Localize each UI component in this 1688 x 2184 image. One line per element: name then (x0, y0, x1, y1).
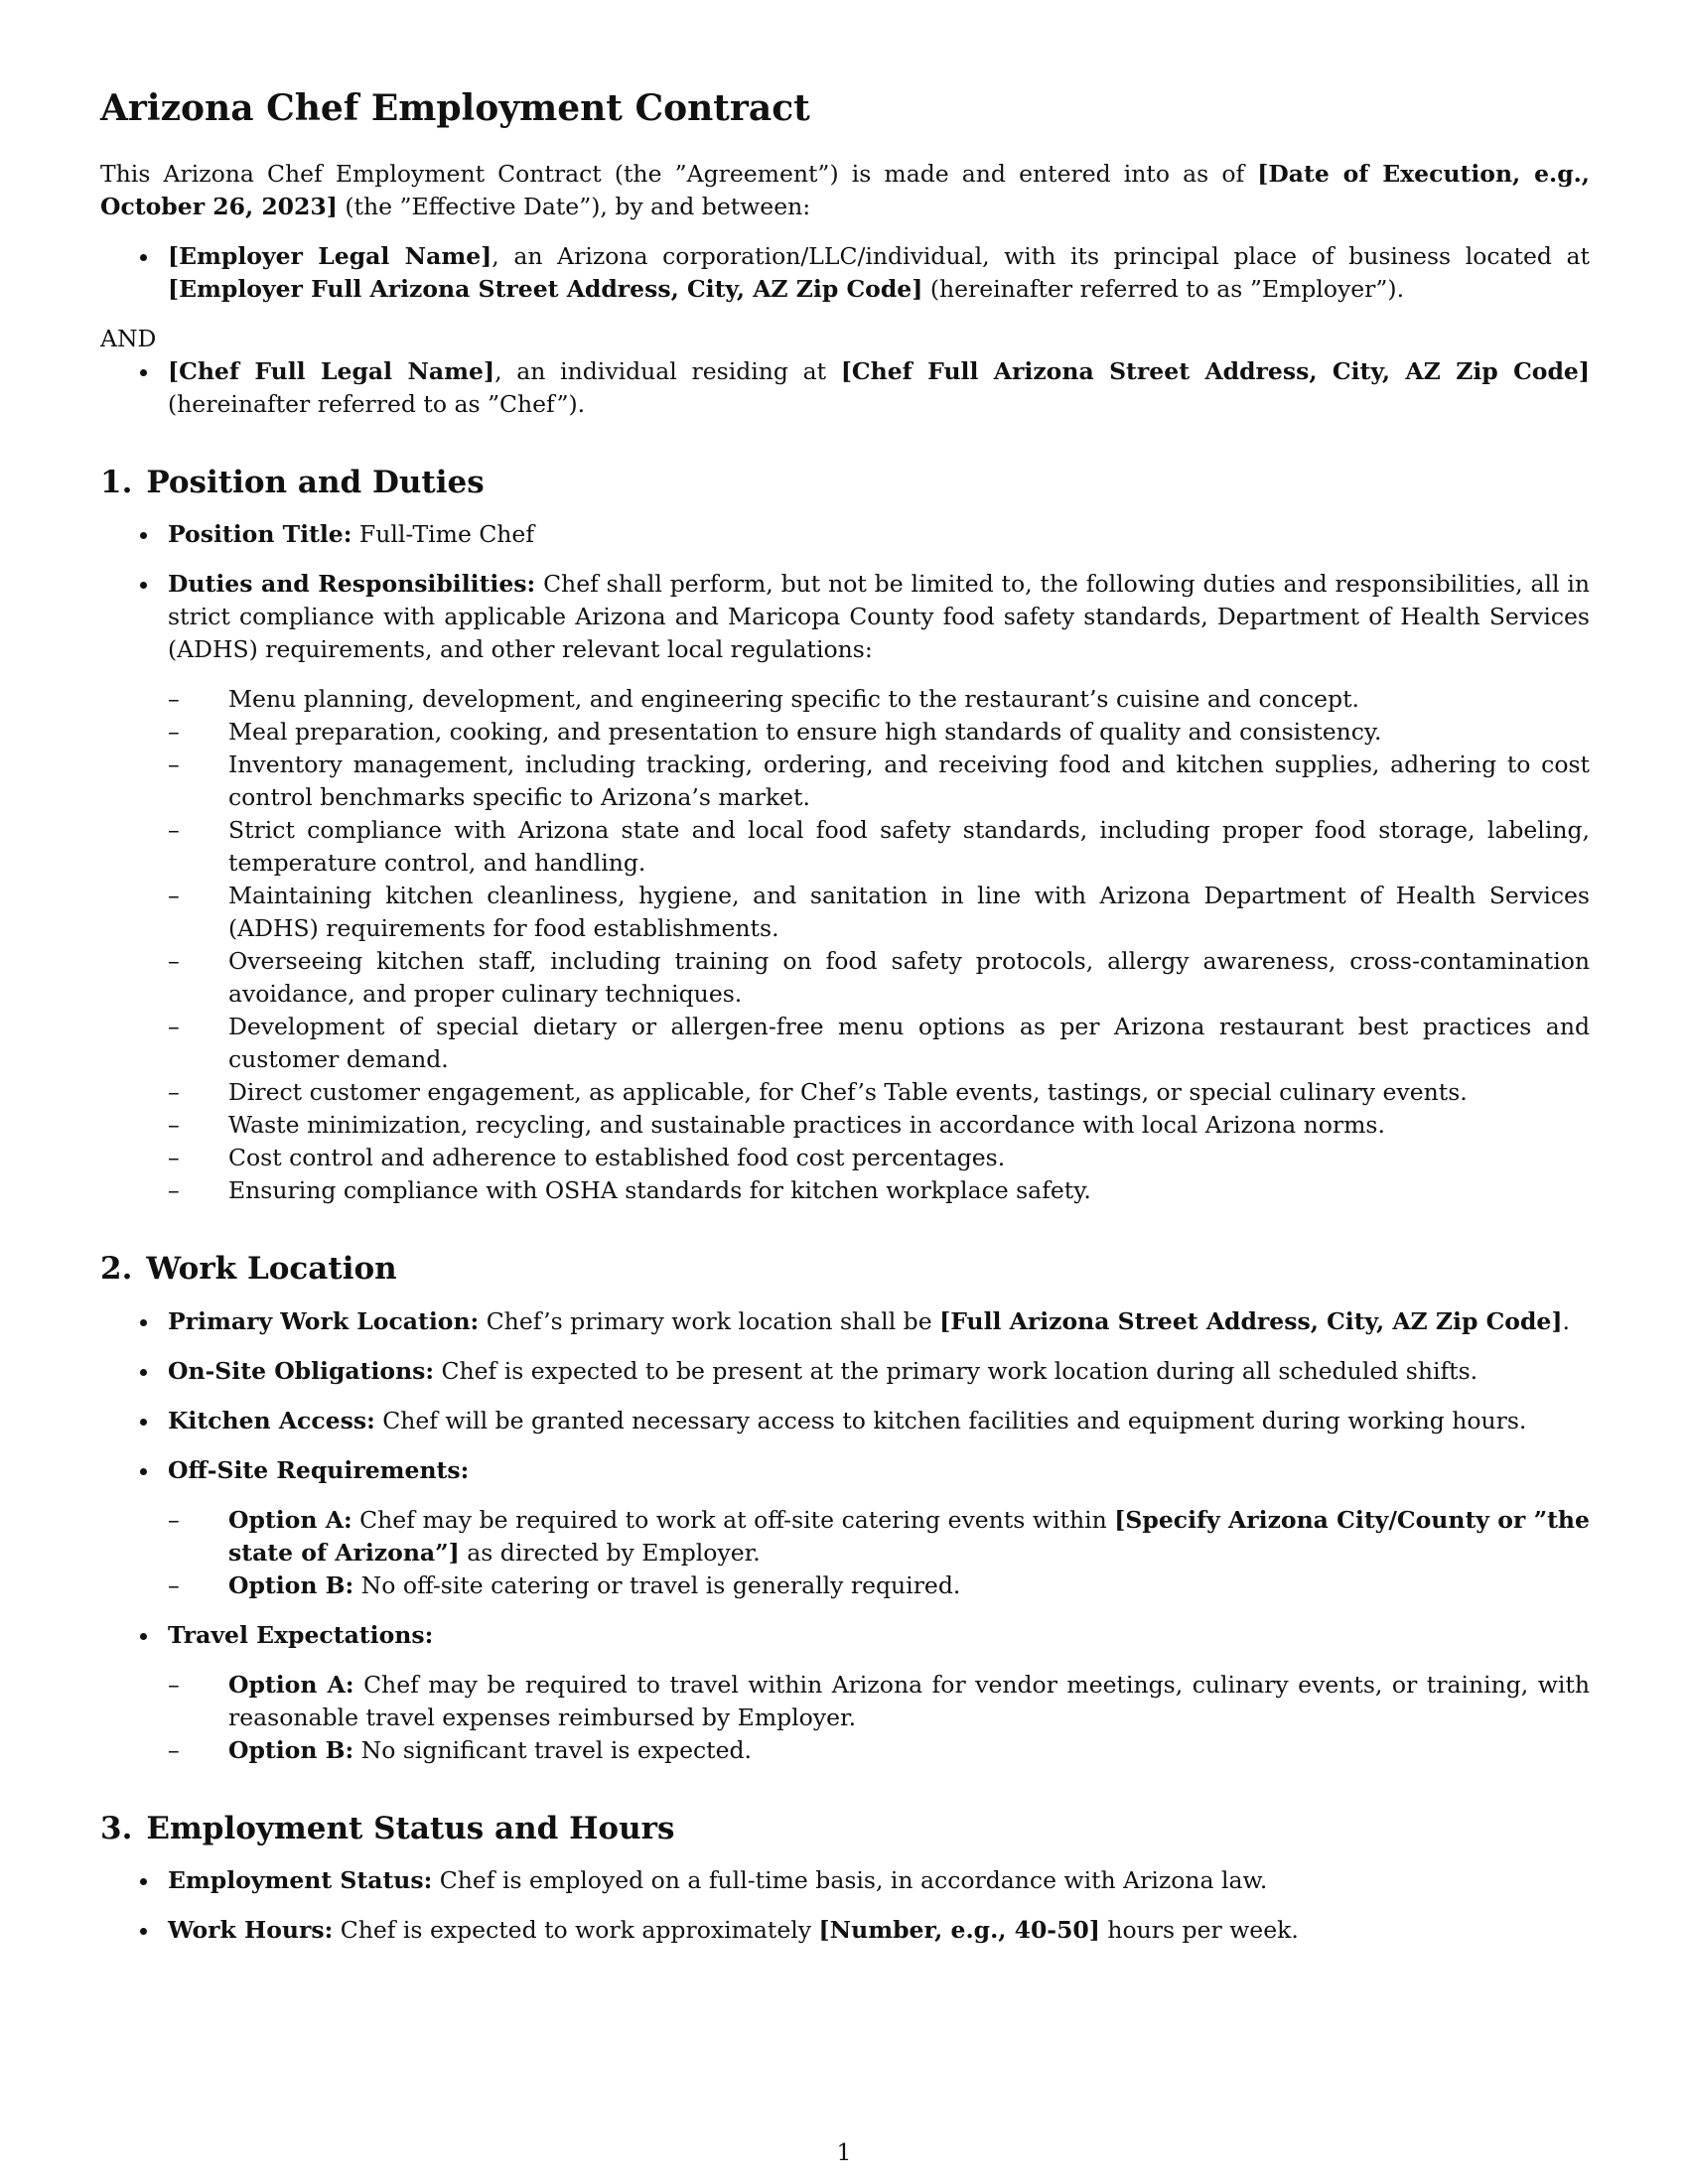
list-item: On-Site Obligations: Chef is expected to be present at the primary work location during all scheduled shifts. (100, 1355, 1590, 1388)
chef-address-placeholder: [Chef Full Arizona Street Address, City, AZ Zip Code] (840, 357, 1590, 386)
page-number: 1 (836, 2138, 852, 2166)
chef-party: [Chef Full Legal Name], an individual residing at [Chef Full Arizona Street Address, City, AZ Zip Code] (hereinafter referred to as ”Chef”). (100, 355, 1590, 421)
duty-item: – Cost control and adherence to established food cost percentages. (168, 1142, 1590, 1174)
duties-sublist (168, 683, 1590, 1207)
travel-options (168, 1669, 1590, 1767)
duty-item: – Maintaining kitchen cleanliness, hygiene, and sanitation in line with Arizona Department of Health Services (ADHS) requirements for food establishments. (168, 880, 1590, 945)
and-separator: AND (100, 325, 157, 353)
option-item: – Option A: Chef may be required to work at off-site catering events within [Specify Arizona City/County or ”the state of Arizona”] as directed by Employer. (168, 1504, 1590, 1570)
option-item: – Option B: No significant travel is expected. (168, 1734, 1590, 1767)
duty-item: – Menu planning, development, and engineering specific to the restaurant’s cuisine and concept. (168, 683, 1590, 716)
offsite-options (168, 1504, 1590, 1602)
employer-address-placeholder: [Employer Full Arizona Street Address, City, AZ Zip Code] (168, 275, 923, 304)
party-list-employer (100, 240, 1590, 306)
position-duties-list (100, 518, 1590, 1207)
duty-item: – Waste minimization, recycling, and sustainable practices in accordance with local Arizona norms. (168, 1109, 1590, 1142)
document-body (100, 87, 1590, 1947)
duty-item: – Direct customer engagement, as applicable, for Chef’s Table events, tastings, or special culinary events. (168, 1076, 1590, 1109)
employment-status-list (100, 1864, 1590, 1947)
employer-name-placeholder: [Employer Legal Name] (168, 242, 492, 271)
section-heading-position-duties: 1. Position and Duties (100, 465, 485, 501)
option-item: – Option A: Chef may be required to travel within Arizona for vendor meetings, culinary events, or training, with reasonable travel expenses reimbursed by Employer. (168, 1669, 1590, 1734)
work-location-list (100, 1305, 1590, 1767)
list-item: Kitchen Access: Chef will be granted necessary access to kitchen facilities and equipment during working hours. (100, 1405, 1590, 1437)
list-item: Travel Expectations: – Option A: Chef may be required to travel within Arizona for vendor meetings, culinary events, or training, with reasonable travel expenses reimbursed by Employer. – Option B: No significant travel is expected. (100, 1619, 1590, 1767)
chef-name-placeholder: [Chef Full Legal Name] (168, 357, 495, 386)
party-list-chef (100, 355, 1590, 421)
option-item: – Option B: No off-site catering or travel is generally required. (168, 1570, 1590, 1602)
list-item: Off-Site Requirements: – Option A: Chef may be required to work at off-site catering events within [Specify Arizona City/County or ”the state of Arizona”] as directed by Employer. – Option B: No off-site catering or travel is generally required. (100, 1454, 1590, 1602)
effective-date-placeholder: [Date of Execution, e.g., October 26, 2023] (100, 160, 1590, 221)
duty-item: – Strict compliance with Arizona state and local food safety standards, including proper food storage, labeling, temperature control, and handling. (168, 814, 1590, 880)
list-item: Primary Work Location: Chef’s primary work location shall be [Full Arizona Street Address, City, AZ Zip Code]. (100, 1305, 1590, 1338)
duty-item: – Overseeing kitchen staff, including training on food safety protocols, allergy awareness, cross-contamination avoidance, and proper culinary techniques. (168, 945, 1590, 1011)
list-item: Duties and Responsibilities: Chef shall perform, but not be limited to, the following duties and responsibilities, all in strict compliance with applicable Arizona and Maricopa County food safety standards, Department of Health Services (ADHS) requirements, and other relevant local regulations: – Menu planning, development, and engineering specific to the restaurant’s cuisine and concept. – Meal preparation, cooking, and presentation to ensure high standards of quality and consistency. – Inventory management, including tracking, ordering, and receiving food and kitchen supplies, adhering to cost control benchmarks specific to Arizona’s market. – Strict compliance with Arizona state and local food safety standards, including proper food storage, labeling, temperature control, and handling. – Maintaining kitchen cleanliness, hygiene, and sanitation in line with Arizona Department of Health Services (ADHS) requirements for food establishments. – Overseeing kitchen staff, including training on food safety protocols, allergy awareness, cross-contamination avoidance, and proper culinary techniques. – Development of special dietary or allergen-free menu options as per Arizona restaurant best practices and customer demand. – Direct customer engagement, as applicable, for Chef’s Table events, tastings, or special culinary events. – Waste minimization, recycling, and sustainable practices in accordance with local Arizona norms. – Cost control and adherence to established food cost percentages. – Ensuring compliance with OSHA standards for kitchen workplace safety. (100, 568, 1590, 1207)
duty-item: – Development of special dietary or allergen-free menu options as per Arizona restaurant best practices and customer demand. (168, 1011, 1590, 1076)
work-address-placeholder: [Full Arizona Street Address, City, AZ Zip Code] (939, 1306, 1563, 1335)
list-item: Work Hours: Chef is expected to work approximately [Number, e.g., 40-50] hours per week. (100, 1914, 1590, 1947)
section-heading-employment-status: 3. Employment Status and Hours (100, 1810, 675, 1846)
duty-item: – Ensuring compliance with OSHA standards for kitchen workplace safety. (168, 1174, 1590, 1207)
list-item: Position Title: Full-Time Chef (100, 518, 1590, 551)
list-item: Employment Status: Chef is employed on a full-time basis, in accordance with Arizona law. (100, 1864, 1590, 1897)
section-heading-work-location: 2. Work Location (100, 1251, 397, 1288)
duty-item: – Inventory management, including tracking, ordering, and receiving food and kitchen supplies, adhering to cost control benchmarks specific to Arizona’s market. (168, 749, 1590, 814)
intro-paragraph: This Arizona Chef Employment Contract (the ”Agreement”) is made and entered into as of [Date of Execution, e.g., October 26, 2023] (the ”Effective Date”), by and between: (100, 160, 1590, 221)
duty-item: – Meal preparation, cooking, and presentation to ensure high standards of quality and consistency. (168, 716, 1590, 749)
hours-placeholder: [Number, e.g., 40-50] (818, 1915, 1100, 1944)
employer-party: [Employer Legal Name], an Arizona corporation/LLC/individual, with its principal place of business located at [Employer Full Arizona Street Address, City, AZ Zip Code] (hereinafter referred to as ”Employer”). (100, 240, 1590, 306)
document-title: Arizona Chef Employment Contract (100, 87, 810, 129)
